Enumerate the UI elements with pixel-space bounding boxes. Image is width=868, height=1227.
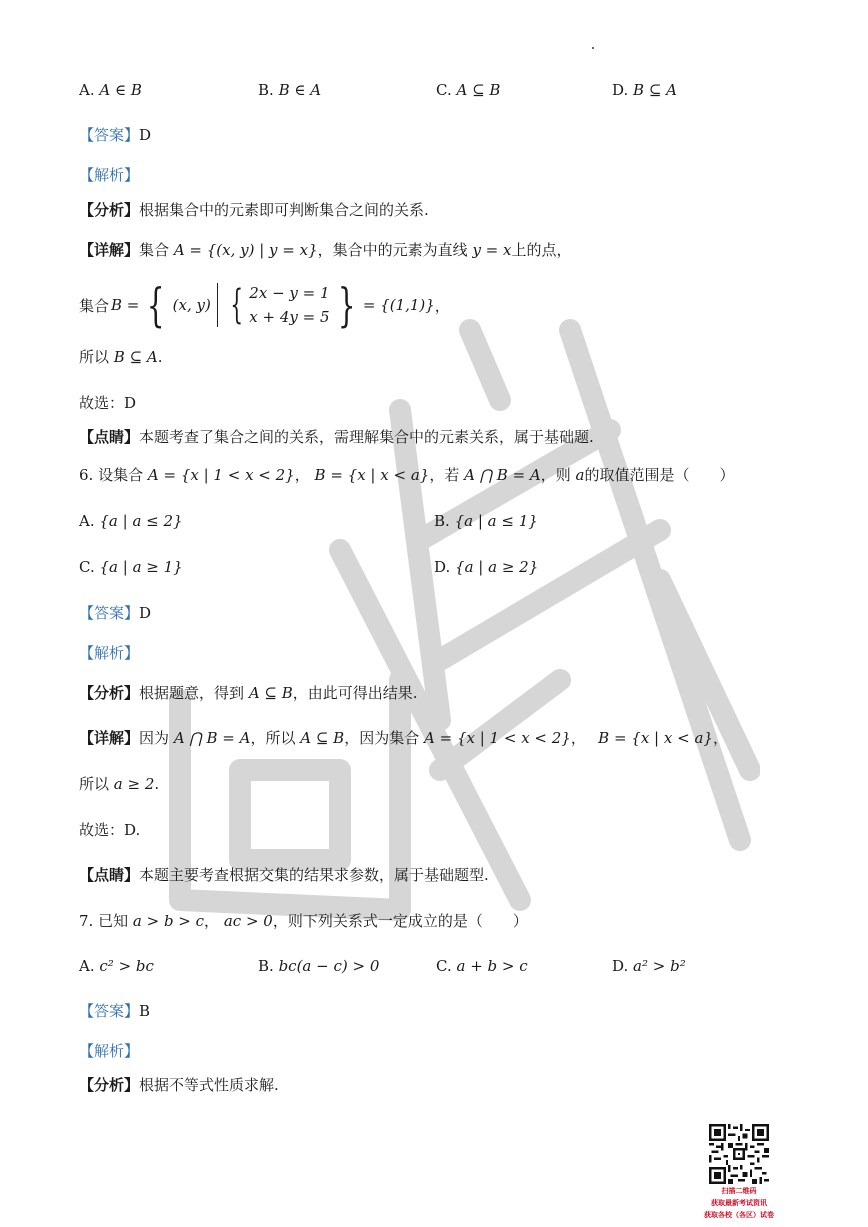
q5-set-b-open-brace: { [147, 278, 165, 332]
q5-answer-value: D [139, 126, 152, 144]
q5-set-b-pre: 集合 [79, 296, 110, 315]
q6-xiangjie-p3: ，因为集合 [344, 729, 420, 747]
q7-option-b-expr: bc(a − c) > 0 [278, 957, 380, 975]
q5-dianjing [79, 427, 594, 447]
watermark [140, 300, 760, 940]
qr-code-icon[interactable] [709, 1124, 769, 1184]
q7-analysis-tag: 【解析】 [79, 1042, 140, 1060]
q6-answer-value: D [139, 604, 152, 622]
q5-fenxi-text: 根据集合中的元素即可判断集合之间的关系. [139, 201, 429, 219]
q7-stem-e2: ac > 0 [223, 912, 273, 930]
q6-xiangjie-e1: A ⋂ B = A [173, 729, 251, 747]
q6-option-b [434, 511, 538, 531]
q5-xiangjie-mid: ，集合中的元素为直线 [317, 241, 468, 259]
q5-option-a-letter: A. [79, 81, 95, 99]
q7-option-d [612, 956, 686, 976]
q7-fenxi-text: 根据不等式性质求解. [139, 1076, 279, 1094]
qr-caption-3: 获取各校（各区）试卷 [704, 1211, 774, 1219]
q6-stem [79, 465, 735, 485]
q6-option-d-expr: {a | a ≥ 2} [455, 558, 539, 576]
q7-stem-num: 7. [79, 912, 94, 930]
q5-set-b-close-brace: } [337, 278, 355, 332]
q6-fenxi-pre: 根据题意，得到 [139, 684, 245, 702]
q7-option-a-letter: A. [79, 957, 95, 975]
q5-fenxi-tag: 【分析】 [79, 201, 140, 219]
q6-stem-pre: 设集合 [98, 466, 144, 484]
q5-option-a-expr: A ∈ B [99, 81, 142, 99]
q5-set-b-bar [217, 283, 218, 327]
q6-option-a-letter: A. [79, 512, 95, 530]
q7-answer-tag: 【答案】 [79, 1002, 140, 1020]
q6-suoyi-pre: 所以 [79, 775, 110, 793]
q5-equation-2: x + 4y = 5 [249, 308, 330, 326]
q5-set-b-end: ， [434, 296, 450, 315]
q7-option-a [79, 956, 154, 976]
q6-dianjing [79, 865, 489, 885]
q6-stem-post: 的取值范围是（ ） [584, 466, 735, 484]
q6-analysis-tag: 【解析】 [79, 644, 140, 662]
q6-xiangjie-tag: 【详解】 [79, 729, 140, 747]
q7-fenxi [79, 1075, 279, 1095]
q5-option-d-letter: D. [612, 81, 629, 99]
q7-analysis [79, 1041, 139, 1061]
q7-option-c [436, 956, 528, 976]
q6-option-a [79, 511, 183, 531]
qr-caption-2: 获取最新考试资讯 [711, 1199, 767, 1207]
q5-option-b-expr: B ∈ A [278, 81, 322, 99]
q6-stem-cond: A ⋂ B = A [464, 466, 541, 484]
q6-stem-set-a: A = {x | 1 < x < 2} [147, 466, 295, 484]
q5-option-c-letter: C. [436, 81, 452, 99]
q5-suoyi-expr: B ⊆ A [113, 348, 158, 366]
q6-option-c-expr: {a | a ≥ 1} [99, 558, 183, 576]
q5-xiangjie-post: 上的点， [511, 241, 572, 259]
q5-suoyi-pre: 所以 [79, 348, 110, 366]
q5-guxuan-text: 故选：D [79, 394, 137, 412]
q5-option-a [79, 80, 142, 100]
q6-analysis [79, 643, 139, 663]
q5-option-d [612, 80, 677, 100]
q5-option-c-expr: A ⊆ B [456, 81, 501, 99]
q5-set-b-elem: (x, y) [172, 296, 211, 314]
q7-option-c-expr: a + b > c [456, 957, 528, 975]
qr-caption-1: 扫描二维码 [721, 1187, 757, 1195]
q6-answer [79, 603, 151, 623]
q5-option-d-expr: B ⊆ A [633, 81, 678, 99]
q5-line-expr: y = x [472, 241, 512, 259]
q7-stem-c1: ， [204, 912, 220, 930]
q6-stem-c2: ，若 [429, 466, 460, 484]
q6-option-c-letter: C. [79, 558, 95, 576]
q6-fenxi-expr: A ⊆ B [248, 684, 293, 702]
q5-set-b-lhs: B = [111, 296, 140, 314]
q6-fenxi-post: ，由此可得出结果. [292, 684, 418, 702]
q6-stem-c3: ，则 [540, 466, 571, 484]
q7-option-a-expr: c² > bc [99, 957, 154, 975]
q6-stem-c1: ， [294, 466, 310, 484]
q5-guxuan [79, 393, 136, 413]
q5-option-c [436, 80, 500, 100]
q7-answer [79, 1001, 150, 1021]
q6-guxuan-text: 故选：D. [79, 821, 141, 839]
q5-analysis [79, 165, 139, 185]
q5-suoyi-end: . [157, 348, 163, 366]
q5-set-b-rhs: = {(1,1)} [362, 296, 435, 314]
q6-dianjing-tag: 【点睛】 [79, 866, 140, 884]
q5-answer [79, 125, 151, 145]
q7-fenxi-tag: 【分析】 [79, 1076, 140, 1094]
q6-fenxi [79, 683, 418, 703]
q6-suoyi-expr: a ≥ 2 [113, 775, 155, 793]
q5-system-brace: { [230, 282, 243, 328]
q6-answer-tag: 【答案】 [79, 604, 140, 622]
q5-option-b [258, 80, 321, 100]
q6-guxuan [79, 820, 140, 840]
q7-option-d-letter: D. [612, 957, 629, 975]
q5-equation-system [249, 281, 329, 329]
q6-suoyi [79, 774, 159, 794]
q5-xiangjie [79, 240, 572, 260]
q7-option-c-letter: C. [436, 957, 452, 975]
q6-suoyi-end: . [154, 775, 160, 793]
q6-stem-a: a [575, 466, 585, 484]
q6-option-d-letter: D. [434, 558, 451, 576]
q7-answer-value: B [139, 1002, 151, 1020]
q7-option-b-letter: B. [258, 957, 274, 975]
q5-dianjing-text: 本题考查了集合之间的关系，需理解集合中的元素关系，属于基础题. [139, 428, 594, 446]
q6-xiangjie-p1: 因为 [139, 729, 170, 747]
q6-option-d [434, 557, 538, 577]
q6-option-a-expr: {a | a ≤ 2} [99, 512, 183, 530]
q6-xiangjie [79, 728, 728, 748]
q6-dianjing-text: 本题主要考查根据交集的结果求参数，属于基础题型. [139, 866, 489, 884]
q6-fenxi-tag: 【分析】 [79, 684, 140, 702]
q5-fenxi [79, 200, 429, 220]
q6-option-b-expr: {a | a ≤ 1} [454, 512, 538, 530]
q6-stem-set-b: B = {x | x < a} [314, 466, 430, 484]
q7-stem [79, 911, 528, 931]
q7-stem-post: ，则下列关系式一定成立的是（ ） [272, 912, 528, 930]
q5-suoyi [79, 347, 163, 367]
q7-stem-e1: a > b > c [132, 912, 205, 930]
q6-option-c [79, 557, 183, 577]
q6-xiangjie-e4: B = {x | x < a} [598, 729, 713, 747]
q5-analysis-tag: 【解析】 [79, 166, 140, 184]
q5-set-b [79, 279, 450, 331]
q7-option-b [258, 956, 379, 976]
q5-xiangjie-tag: 【详解】 [79, 241, 140, 259]
q6-xiangjie-e2: A ⊆ B [300, 729, 345, 747]
q6-xiangjie-p5: ， [712, 729, 728, 747]
q6-option-b-letter: B. [434, 512, 450, 530]
q7-stem-pre: 已知 [98, 912, 129, 930]
q5-option-b-letter: B. [258, 81, 274, 99]
q5-set-a: A = {(x, y) | y = x} [173, 241, 318, 259]
q6-xiangjie-p4: ， [570, 729, 594, 747]
q6-xiangjie-p2: ，所以 [250, 729, 296, 747]
q5-answer-tag: 【答案】 [79, 126, 140, 144]
q5-xiangjie-pre: 集合 [139, 241, 170, 259]
scan-dot [592, 47, 594, 49]
q6-xiangjie-e3: A = {x | 1 < x < 2} [424, 729, 571, 747]
q5-dianjing-tag: 【点睛】 [79, 428, 140, 446]
q7-option-d-expr: a² > b² [633, 957, 686, 975]
q6-stem-num: 6. [79, 466, 94, 484]
q5-equation-1: 2x − y = 1 [249, 284, 330, 302]
